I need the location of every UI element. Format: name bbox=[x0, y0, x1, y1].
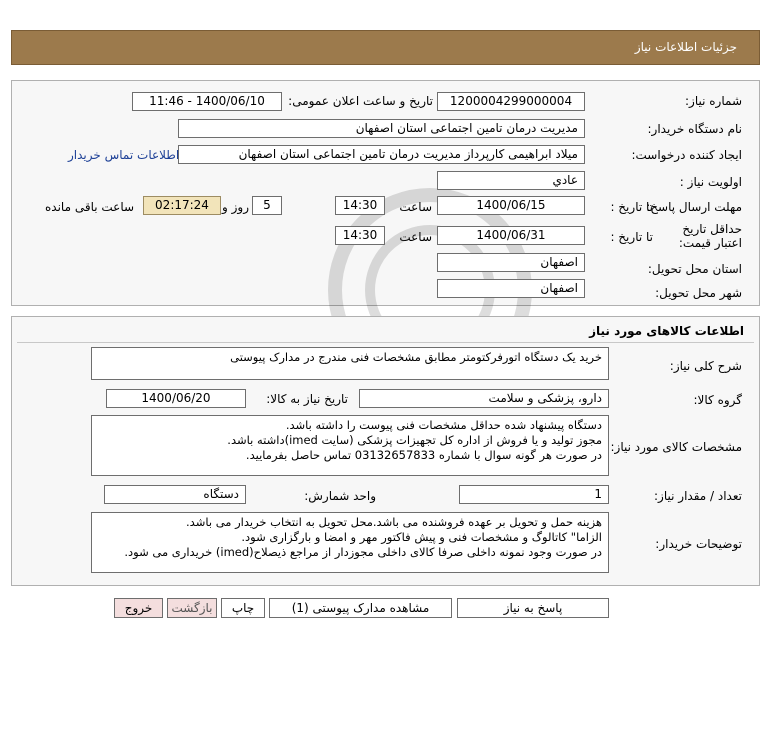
announce-field: 1400/06/10 - 11:46 bbox=[132, 92, 282, 111]
validity-time-label: ساعت bbox=[399, 230, 432, 244]
time-left-label: ساعت باقی مانده bbox=[45, 200, 135, 214]
specs-line: در صورت هر گونه سوال با شماره 03132657833 تماس حاصل بفرمایید. bbox=[245, 448, 602, 462]
section-divider bbox=[17, 342, 754, 343]
buyer-notes-field bbox=[91, 512, 609, 573]
time-left-field: 02:17:24 bbox=[143, 196, 221, 215]
deadline-time-field: 14:30 bbox=[335, 196, 385, 215]
summary-field bbox=[91, 347, 609, 380]
reply-button[interactable]: پاسخ به نیاز bbox=[457, 598, 609, 618]
summary-text: خرید یک دستگاه اتورفرکتومتر مطابق مشخصات فنی مندرج در مدارک پیوستی bbox=[230, 350, 602, 364]
validity-time-field: 14:30 bbox=[335, 226, 385, 245]
notes-line: در صورت وجود نمونه داخلی صرفا کالای داخلی مجوزدار از مراجع ذیصلاح(imed) خریداری می شود. bbox=[124, 545, 602, 559]
validity-to-date-label: تا تاریخ : bbox=[610, 230, 653, 244]
unit-label: واحد شمارش: bbox=[304, 489, 376, 503]
unit-field: دستگاه bbox=[104, 485, 246, 504]
buyer-org-label: نام دستگاه خریدار: bbox=[647, 122, 742, 136]
priority-field: عادي bbox=[437, 171, 585, 190]
deadline-time-label: ساعت bbox=[399, 200, 432, 214]
specs-line: دستگاه پیشنهاد شده حداقل مشخصات فنی پیوست را داشته باشد. bbox=[285, 418, 602, 432]
province-field: اصفهان bbox=[437, 253, 585, 272]
quantity-field: 1 bbox=[459, 485, 609, 504]
buyer-notes-label: توضیحات خریدار: bbox=[655, 537, 742, 551]
page-title bbox=[11, 30, 760, 65]
notes-line: الزاما" کاتالوگ و مشخصات فنی و پیش فاکتور مهر و امضا و بارگزاری شود. bbox=[241, 530, 602, 544]
specs-line: مجوز تولید و یا فروش از اداره کل تجهیزات پزشکی (سایت imed)داشته باشد. bbox=[227, 433, 602, 447]
deadline-label: مهلت ارسال پاسخ: bbox=[646, 200, 742, 214]
goods-group-field: دارو، پزشکی و سلامت bbox=[359, 389, 609, 408]
goods-group-label: گروه کالا: bbox=[693, 393, 742, 407]
need-number-field: 1200004299000004 bbox=[437, 92, 585, 111]
need-date-label: تاریخ نیاز به کالا: bbox=[266, 392, 348, 406]
requester-label: ایجاد کننده درخواست: bbox=[631, 148, 742, 162]
city-label: شهر محل تحویل: bbox=[655, 286, 742, 300]
validity-label-line: حداقل تاریخ اعتبار قیمت: bbox=[678, 222, 742, 250]
buyer-org-field: مدیریت درمان تامین اجتماعی استان اصفهان bbox=[178, 119, 585, 138]
deadline-to-date-label: تا تاریخ : bbox=[610, 200, 653, 214]
quantity-label: تعداد / مقدار نیاز: bbox=[654, 489, 742, 503]
need-number-label: شماره نیاز: bbox=[685, 94, 742, 108]
exit-button[interactable]: خروج bbox=[114, 598, 163, 618]
specs-label: مشخصات کالای مورد نیاز: bbox=[610, 440, 742, 454]
page-title-text: جزئیات اطلاعات نیاز bbox=[634, 40, 737, 54]
province-label: استان محل تحویل: bbox=[647, 262, 742, 276]
priority-label: اولویت نیاز : bbox=[679, 175, 742, 189]
validity-date-field: 1400/06/31 bbox=[437, 226, 585, 245]
validity-label bbox=[664, 222, 742, 250]
notes-line: هزینه حمل و تحویل بر عهده فروشنده می باشد.محل تحویل به انتخاب خریدار می باشد. bbox=[186, 515, 602, 529]
buyer-contact-link[interactable]: اطلاعات تماس خریدار bbox=[68, 148, 180, 162]
deadline-date-field: 1400/06/15 bbox=[437, 196, 585, 215]
city-field: اصفهان bbox=[437, 279, 585, 298]
days-left-field: 5 bbox=[252, 196, 282, 215]
print-button[interactable]: چاپ bbox=[221, 598, 265, 618]
need-date-field: 1400/06/20 bbox=[106, 389, 246, 408]
specs-field bbox=[91, 415, 609, 476]
days-and-label: روز و bbox=[222, 200, 249, 214]
requester-field: میلاد ابراهیمی کارپرداز مدیریت درمان تامین اجتماعی استان اصفهان bbox=[178, 145, 585, 164]
back-button[interactable]: بازگشت bbox=[167, 598, 217, 618]
goods-section-title: اطلاعات کالاهای مورد نیاز bbox=[589, 324, 744, 338]
view-attachments-button[interactable]: مشاهده مدارک پیوستی (1) bbox=[269, 598, 452, 618]
announce-label: تاریخ و ساعت اعلان عمومی: bbox=[288, 94, 433, 108]
summary-label: شرح کلی نیاز: bbox=[669, 359, 742, 373]
